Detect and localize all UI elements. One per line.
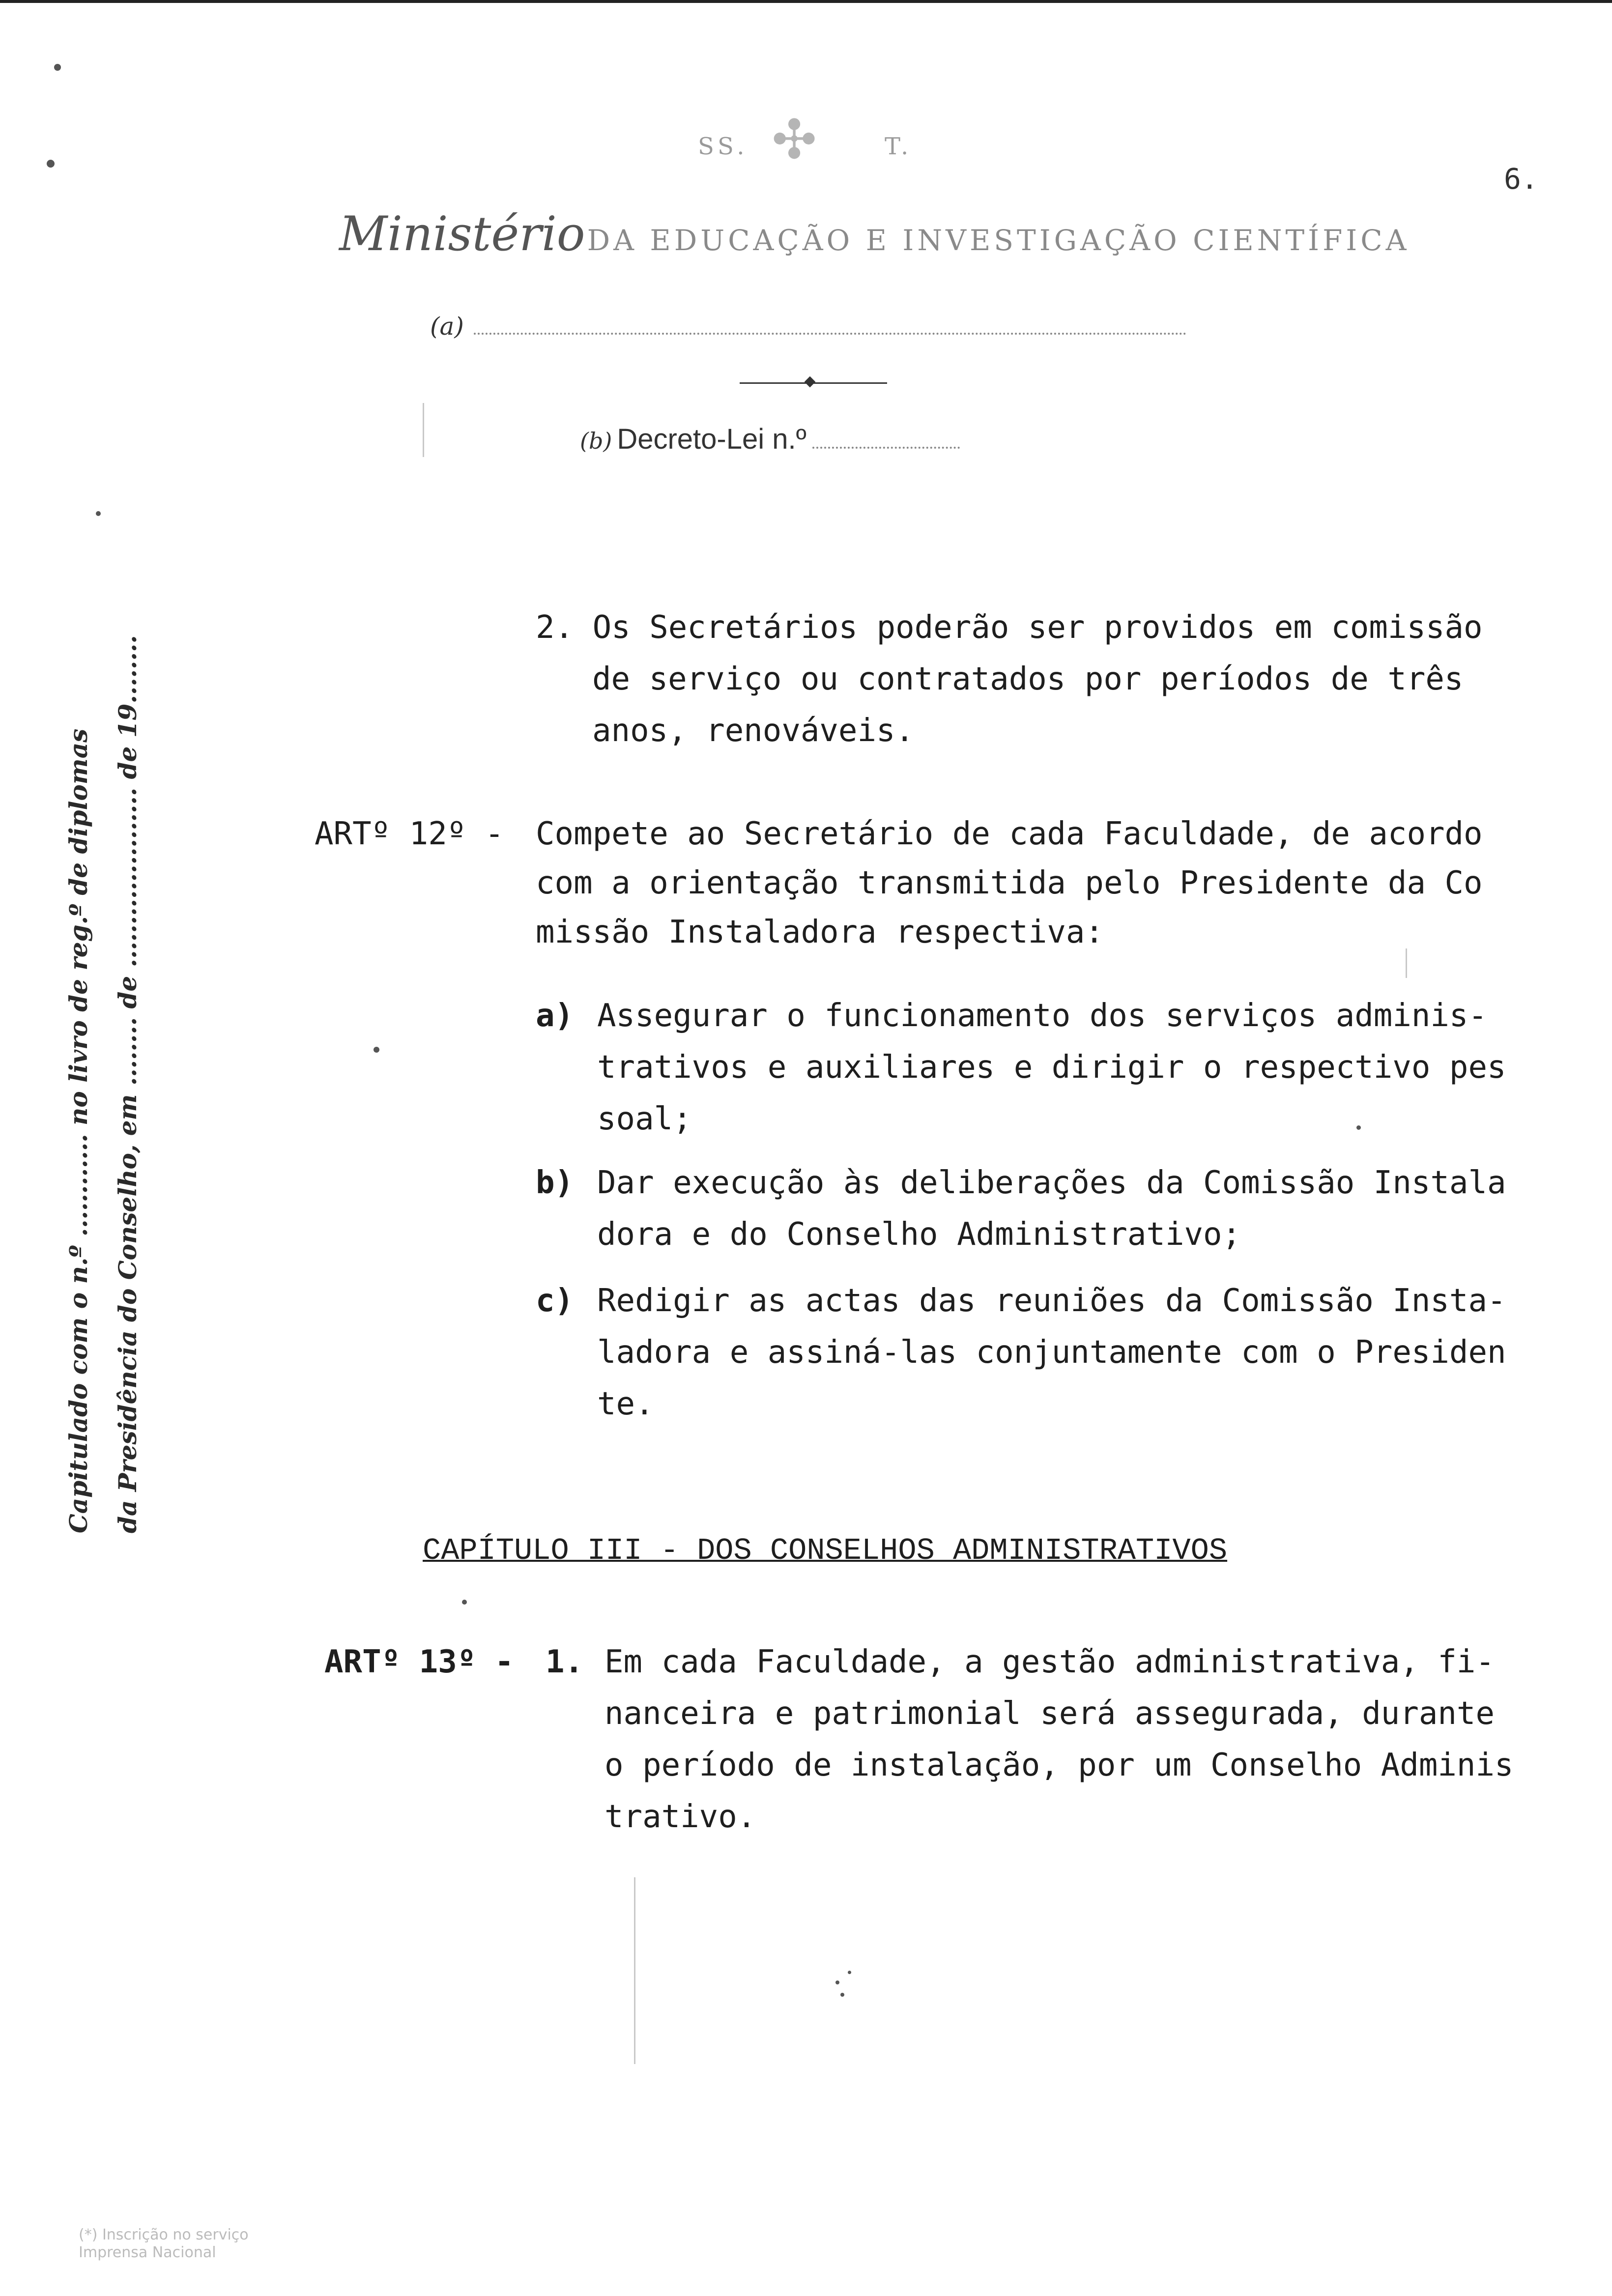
paragraph-line: o período de instalação, por um Conselho Adminis [604, 1747, 1514, 1783]
scan-mark [1406, 948, 1407, 978]
paragraph-line: trativo. [604, 1799, 756, 1835]
scan-speck [54, 64, 61, 71]
scan-speck [462, 1600, 467, 1605]
item-line: ladora e assiná-las conjuntamente com o Presiden [597, 1334, 1506, 1371]
coat-of-arms-icon: ✣ [772, 108, 821, 171]
emblem [698, 108, 934, 182]
article-13-number: 1. [546, 1644, 584, 1680]
chapter-title: CAPÍTULO III - DOS CONSELHOS ADMINISTRATIVOS [423, 1533, 1228, 1568]
article-12-label: ARTº 12º - [315, 816, 504, 852]
item-line: Redigir as actas das reuniões da Comissão Insta- [597, 1283, 1506, 1319]
item-marker: a) [536, 998, 574, 1034]
paragraph-line: nanceira e patrimonial será assegurada, durante [604, 1695, 1495, 1732]
field-a [430, 312, 1197, 341]
field-b-blank [812, 447, 960, 449]
field-b-label: (b) [580, 428, 612, 454]
footer-stamp-line: (*) Inscrição no serviço [79, 2226, 249, 2243]
ministry-script: Ministério [339, 206, 585, 261]
ornament-divider [740, 382, 887, 384]
field-a-blank [474, 333, 1186, 335]
emblem-right-text: T. [885, 133, 913, 160]
ministry-caps: DA EDUCAÇÃO E INVESTIGAÇÃO CIENTÍFICA [587, 224, 1410, 257]
item-line: te. [597, 1386, 654, 1422]
paragraph-line: Compete ao Secretário de cada Faculdade, de acordo [536, 816, 1483, 852]
paragraph-line: anos, renováveis. [592, 713, 915, 749]
item-line: soal; [597, 1101, 692, 1137]
margin-note-line: Capitulado com o n.º ............ no livro de reg.º de diplomas [64, 728, 93, 1533]
page-number: 6. [1504, 162, 1538, 196]
item-line: Dar execução às deliberações da Comissão Instala [597, 1165, 1506, 1201]
top-rule [0, 0, 1612, 3]
scan-speck [835, 1980, 839, 1984]
item-line: Assegurar o funcionamento dos serviços adminis- [597, 998, 1487, 1034]
scan-speck [1356, 1125, 1361, 1130]
paragraph-line: missão Instaladora respectiva: [536, 914, 1104, 950]
item-line: trativos e auxiliares e dirigir o respectivo pes [597, 1049, 1506, 1086]
item-marker: b) [536, 1165, 574, 1201]
scan-speck [840, 1993, 844, 1997]
scan-mark [634, 1877, 635, 2064]
margin-note-line: da Presidência do Conselho, em ........ de ..................... de 19........ [113, 635, 142, 1533]
scan-speck [47, 160, 55, 168]
scan-speck [96, 511, 101, 516]
decree-label: Decreto-Lei n.º [617, 423, 806, 455]
scan-mark [423, 403, 424, 457]
diamond-icon [805, 376, 816, 388]
field-b [580, 423, 960, 456]
article-13-label: ARTº 13º - [324, 1644, 514, 1680]
item-line: dora e do Conselho Administrativo; [597, 1216, 1241, 1253]
paragraph-line: com a orientação transmitida pelo Presidente da Co [536, 865, 1483, 901]
paragraph-line: 2. Os Secretários poderão ser providos em comissão [536, 609, 1483, 646]
footer-stamp [79, 2226, 249, 2262]
ministry-heading [339, 206, 1410, 261]
emblem-left-text: SS. [698, 133, 748, 160]
scan-speck [848, 1971, 851, 1974]
paragraph-line: Em cada Faculdade, a gestão administrativa, fi- [604, 1644, 1495, 1680]
margin-registration-note [54, 624, 152, 1533]
paragraph-line: de serviço ou contratados por períodos de três [592, 661, 1464, 697]
footer-stamp-line: Imprensa Nacional [79, 2244, 216, 2261]
item-marker: c) [536, 1283, 574, 1319]
field-a-label: (a) [430, 312, 464, 341]
scan-speck [374, 1047, 379, 1053]
